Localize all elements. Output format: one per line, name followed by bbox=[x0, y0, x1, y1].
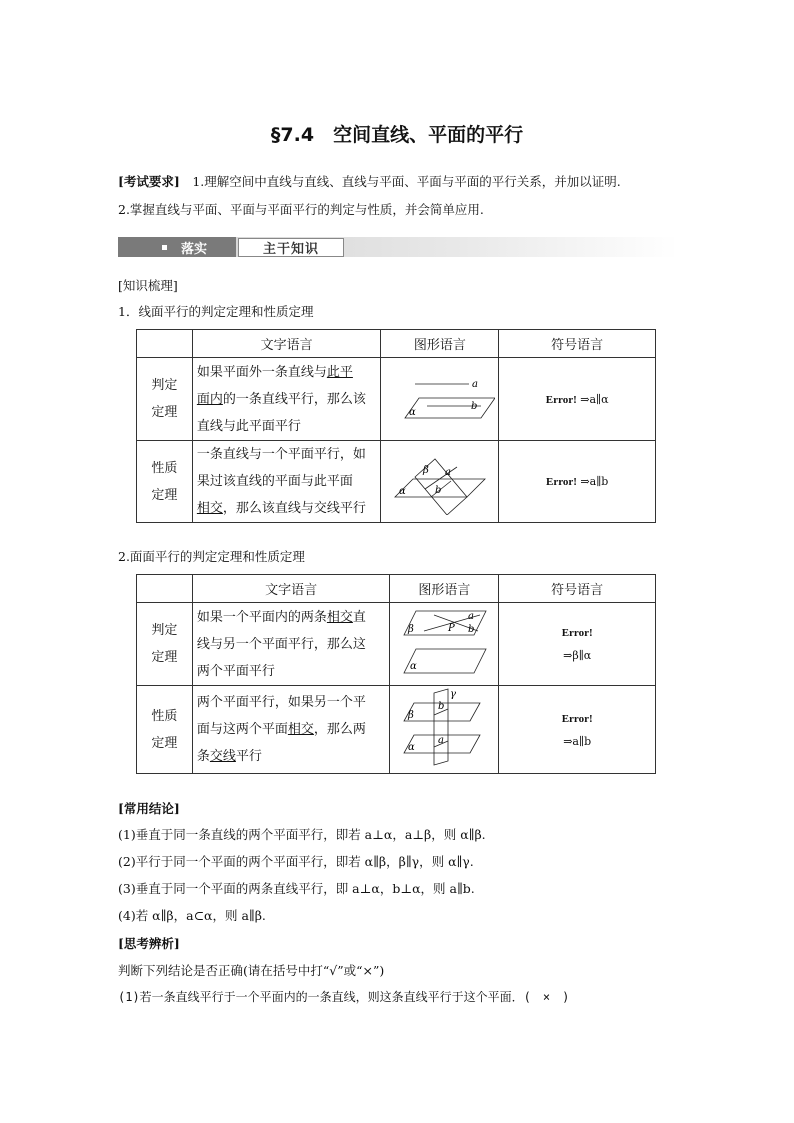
table-line-plane bbox=[136, 329, 656, 523]
header-text: 文字语言 bbox=[192, 330, 381, 358]
row-label-line: 定理 bbox=[151, 405, 178, 420]
thinking-tag: [思考辨析] bbox=[118, 936, 180, 951]
label-alpha: α bbox=[410, 661, 418, 672]
symbol-cell bbox=[499, 441, 656, 523]
label-beta: β bbox=[422, 464, 429, 476]
section-2-heading: 2.面面平行的判定定理和性质定理 bbox=[118, 549, 305, 564]
label-a: a bbox=[468, 611, 475, 622]
thinking-intro: 判断下列结论是否正确(请在括号中打“√”或“×”) bbox=[118, 963, 385, 978]
square-bullet-icon bbox=[162, 245, 167, 250]
figure-cell bbox=[390, 603, 499, 686]
text-underlined: 相交 bbox=[326, 609, 353, 625]
symbol-cell bbox=[499, 686, 656, 774]
table-row bbox=[137, 686, 656, 774]
label-beta: β bbox=[408, 709, 415, 721]
text-seg: ，那么两 bbox=[313, 722, 366, 737]
conclusion-3: (3)垂直于同一个平面的两条直线平行，即 a⊥α，b⊥α，则 a∥b. bbox=[118, 881, 475, 896]
row-label-line: 定理 bbox=[151, 487, 178, 503]
label-b: b bbox=[434, 484, 442, 496]
conclusion-4: (4)若 α∥β，a⊂α，则 a∥β. bbox=[118, 908, 266, 923]
symbol-text: ⇒a∥b bbox=[563, 734, 592, 748]
page-title: §7.4 空间直线、平面的平行 bbox=[270, 124, 524, 146]
label-a: a bbox=[471, 379, 478, 390]
row-label bbox=[137, 686, 193, 774]
header-text: 文字语言 bbox=[192, 575, 390, 603]
text-seg: 如果平面外一条直线与 bbox=[196, 364, 327, 380]
label-a: a bbox=[438, 734, 445, 746]
conclusion-1: (1)垂直于同一条直线的两个平面平行，即若 a⊥α，a⊥β，则 α∥β. bbox=[118, 827, 486, 842]
symbol-error: Error! bbox=[561, 712, 593, 725]
text-line: 果过该直线的平面与此平面 bbox=[196, 474, 353, 489]
symbol-text: ⇒β∥α bbox=[563, 649, 592, 662]
exam-requirement-line-2: 2.掌握直线与平面、平面与平面平行的判定与性质，并会简单应用. bbox=[118, 202, 484, 217]
row-label-line: 定理 bbox=[151, 735, 178, 751]
section-1-heading: 1．线面平行的判定定理和性质定理 bbox=[118, 304, 314, 319]
label-P: P bbox=[448, 623, 456, 634]
text-underlined: 此平 bbox=[326, 364, 353, 380]
banner-left-label: 落实 bbox=[181, 241, 208, 257]
text-seg: 条 bbox=[196, 749, 210, 764]
symbol-cell bbox=[499, 603, 656, 686]
text-seg: 直 bbox=[352, 609, 366, 625]
thinking-question-1: (1)若一条直线平行于一个平面内的一条直线，则这条直线平行于这个平面．( × ) bbox=[118, 990, 570, 1004]
row-label-line: 性质 bbox=[151, 460, 178, 476]
header-symbol: 符号语言 bbox=[499, 575, 656, 603]
header-empty bbox=[137, 575, 193, 603]
row-label bbox=[137, 358, 193, 441]
banner-left bbox=[118, 237, 236, 257]
figure-cell bbox=[381, 441, 499, 523]
header-figure: 图形语言 bbox=[381, 330, 499, 358]
label-a: a bbox=[444, 466, 451, 478]
label-alpha: α bbox=[408, 741, 416, 753]
knowledge-tag: [知识梳理] bbox=[118, 278, 178, 293]
text-seg: 的一条直线平行，那么该 bbox=[222, 391, 366, 407]
row-label bbox=[137, 603, 193, 686]
text-line: 两个平面平行 bbox=[196, 663, 275, 679]
header-figure: 图形语言 bbox=[390, 575, 499, 603]
plane-parallel-judge-figure bbox=[394, 605, 494, 679]
symbol-text: ⇒a∥b bbox=[576, 475, 609, 488]
table-row bbox=[137, 441, 656, 523]
line-parallel-plane-figure bbox=[385, 362, 495, 432]
plane-parallel-property-figure bbox=[394, 687, 494, 769]
row-text bbox=[192, 441, 381, 523]
label-beta: β bbox=[408, 624, 415, 635]
text-line: 线与另一个平面平行，那么这 bbox=[196, 636, 366, 652]
text-seg: 如果一个平面内的两条 bbox=[196, 609, 327, 625]
row-text bbox=[192, 686, 390, 774]
conclusions-tag: [常用结论] bbox=[118, 801, 180, 816]
text-underlined: 相交 bbox=[287, 722, 314, 737]
plane-intersection-figure bbox=[385, 445, 495, 515]
exam-requirement-line-1 bbox=[118, 172, 621, 190]
symbol-error: Error! bbox=[545, 393, 577, 406]
symbol-text: ⇒a∥α bbox=[576, 392, 609, 406]
row-text bbox=[192, 358, 381, 441]
conclusion-2: (2)平行于同一个平面的两个平面平行，即若 α∥β，β∥γ，则 α∥γ. bbox=[118, 854, 474, 869]
label-alpha: α bbox=[398, 485, 406, 497]
header-empty bbox=[137, 330, 193, 358]
row-label-line: 性质 bbox=[151, 708, 178, 724]
text-seg: 平行 bbox=[235, 749, 262, 764]
table-plane-plane bbox=[136, 574, 656, 774]
row-text bbox=[192, 603, 390, 686]
table-row bbox=[137, 603, 656, 686]
figure-cell bbox=[381, 358, 499, 441]
figure-cell bbox=[390, 686, 499, 774]
row-label-line: 判定 bbox=[151, 623, 178, 638]
label-alpha: α bbox=[408, 407, 416, 418]
text-line: 两个平面平行，如果另一个平 bbox=[196, 695, 366, 710]
table-row bbox=[137, 358, 656, 441]
symbol-cell bbox=[499, 358, 656, 441]
symbol-error: Error! bbox=[545, 476, 577, 488]
text-underlined: 相交 bbox=[196, 501, 223, 516]
row-label bbox=[137, 441, 193, 523]
label-gamma: γ bbox=[450, 688, 457, 700]
exam-requirement-text-1: 1.理解空间中直线与直线、直线与平面、平面与平面的平行关系，并加以证明. bbox=[192, 174, 621, 189]
label-b: b bbox=[468, 624, 475, 635]
row-label-line: 判定 bbox=[151, 378, 178, 393]
label-b: b bbox=[470, 401, 478, 412]
row-label-line: 定理 bbox=[151, 650, 178, 665]
label-b: b bbox=[438, 700, 445, 712]
exam-requirement-tag: [考试要求] bbox=[118, 174, 180, 189]
text-seg: 面与这两个平面 bbox=[196, 722, 288, 737]
text-underlined: 交线 bbox=[209, 749, 236, 764]
text-seg: ，那么该直线与交线平行 bbox=[222, 501, 366, 516]
symbol-error: Error! bbox=[561, 627, 593, 639]
text-line: 直线与此平面平行 bbox=[196, 418, 301, 434]
header-symbol: 符号语言 bbox=[499, 330, 656, 358]
banner-right: 主干知识 bbox=[238, 238, 344, 257]
text-line: 一条直线与一个平面平行，如 bbox=[196, 447, 366, 462]
text-underlined: 面内 bbox=[196, 391, 223, 407]
